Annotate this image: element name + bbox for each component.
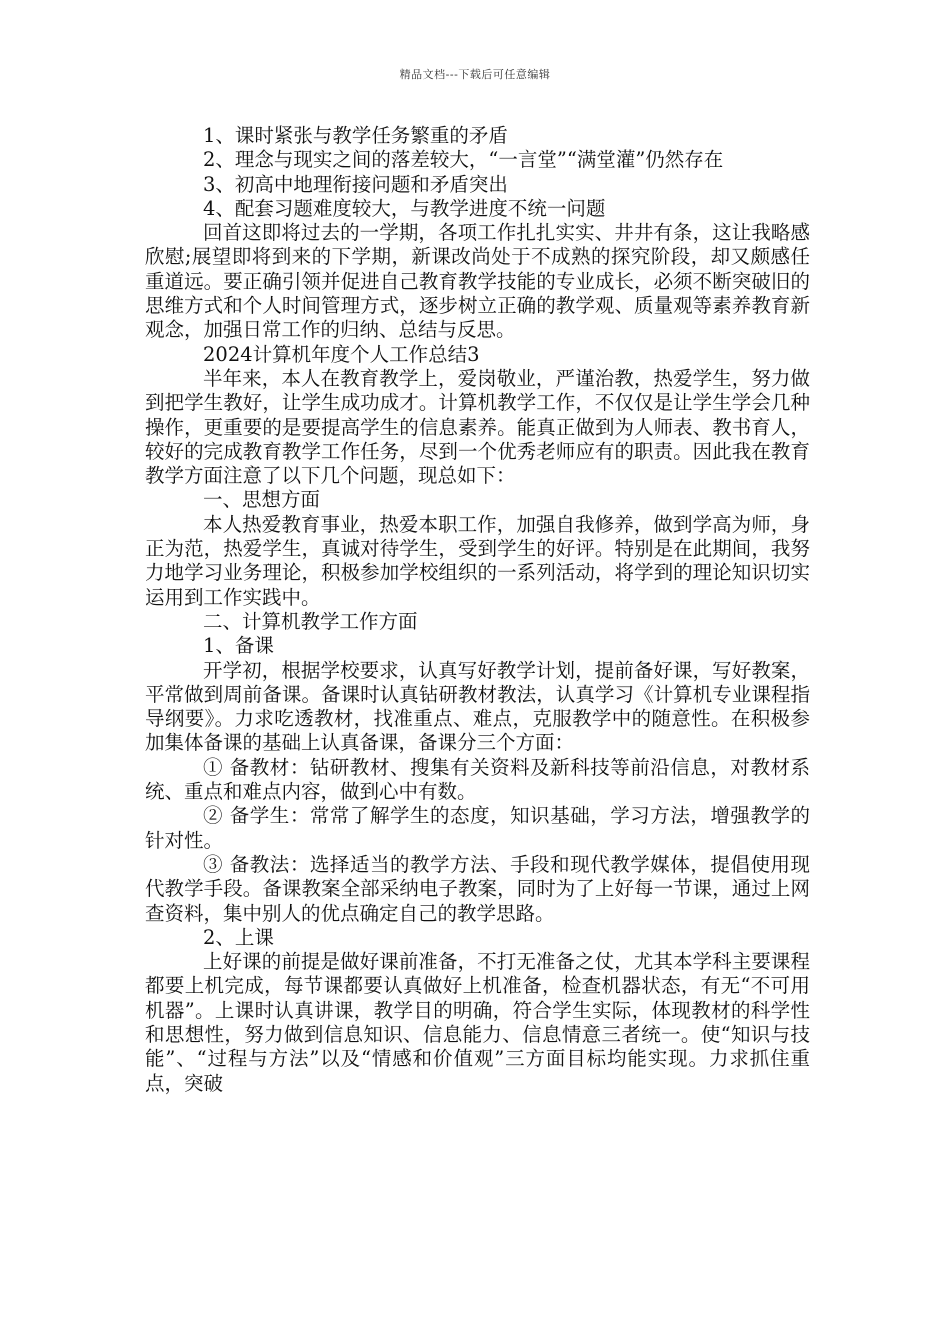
subsection-heading: 2、上课 — [203, 925, 274, 949]
section-heading: 二、计算机教学工作方面 — [203, 609, 418, 633]
section-heading: 一、思想方面 — [203, 488, 321, 512]
list-item: 2、理念与现实之间的落差较大，“一言堂”“满堂灌”仍然存在 — [203, 148, 724, 172]
section-title: 2024计算机年度个人工作总结3 — [203, 342, 480, 366]
document-body — [145, 124, 810, 1096]
page-header: 精品文档---下载后可任意编辑 — [399, 68, 551, 81]
list-item: 1、课时紧张与教学任务繁重的矛盾 — [203, 124, 508, 147]
list-item: ① 备教材：钻研教材、搜集有关资料及新科技等前沿信息，对教材系统、重点和难点内容，做到心中有数。 — [145, 755, 810, 804]
list-item: ③ 备教法：选择适当的教学方法、手段和现代教学媒体，提倡使用现代教学手段。备课教案全部采纳电子教案，同时为了上好每一节课，通过上网查资料，集中别人的优点确定自己的教学思路。 — [145, 852, 810, 925]
paragraph: 半年来，本人在教育教学上，爱岗敬业，严谨治教，热爱学生，努力做到把学生教好，让学生成功成才。计算机教学工作，不仅仅是让学生学会几种操作，更重要的是要提高学生的信息素养。能真正做到为人师表、教书育人，较好的完成教育教学工作任务，尽到一个优秀老师应有的职责。因此我在教育教学方面注意了以下几个问题，现总如下： — [145, 366, 810, 488]
subsection-heading: 1、备课 — [203, 634, 274, 658]
list-item: 4、配套习题难度较大，与教学进度不统一问题 — [203, 196, 606, 220]
list-item: ② 备学生：常常了解学生的态度，知识基础，学习方法，增强教学的针对性。 — [145, 804, 810, 852]
paragraph: 开学初，根据学校要求，认真写好教学计划，提前备好课，写好教案，平常做到周前备课。备课时认真钻研教材教法，认真学习《计算机专业课程指导纲要》。力求吃透教材，找准重点、难点，克服教学中的随意性。在积极参加集体备课的基础上认真备课，备课分三个方面： — [145, 658, 810, 755]
list-item: 3、初高中地理衔接问题和矛盾突出 — [203, 172, 508, 196]
paragraph: 上好课的前提是做好课前准备，不打无准备之仗，尤其本学科主要课程都要上机完成，每节课都要认真做好上机准备，检查机器状态，有无“不可用机器”。上课时认真讲课，教学目的明确，符合学生实际，体现教材的科学性和思想性，努力做到信息知识、信息能力、信息情意三者统一。使“知识与技能”、“过程与方法”以及“情感和价值观”三方面目标均能实现。力求抓住重点，突破 — [145, 950, 810, 1095]
paragraph: 回首这即将过去的一学期，各项工作扎扎实实、井井有条，这让我略感欣慰;展望即将到来的下学期，新课改尚处于不成熟的探究阶段，却又颇感任重道远。要正确引领并促进自己教育教学技能的专业成长，必须不断突破旧的思维方式和个人时间管理方式，逐步树立正确的教学观、质量观等素养教育新观念，加强日常工作的归纳、总结与反思。 — [145, 221, 810, 342]
paragraph: 本人热爱教育事业，热爱本职工作，加强自我修养，做到学高为师，身正为范，热爱学生，真诚对待学生，受到学生的好评。特别是在此期间，我努力地学习业务理论，积极参加学校组织的一系列活动，将学到的理论知识切实运用到工作实践中。 — [145, 512, 810, 609]
